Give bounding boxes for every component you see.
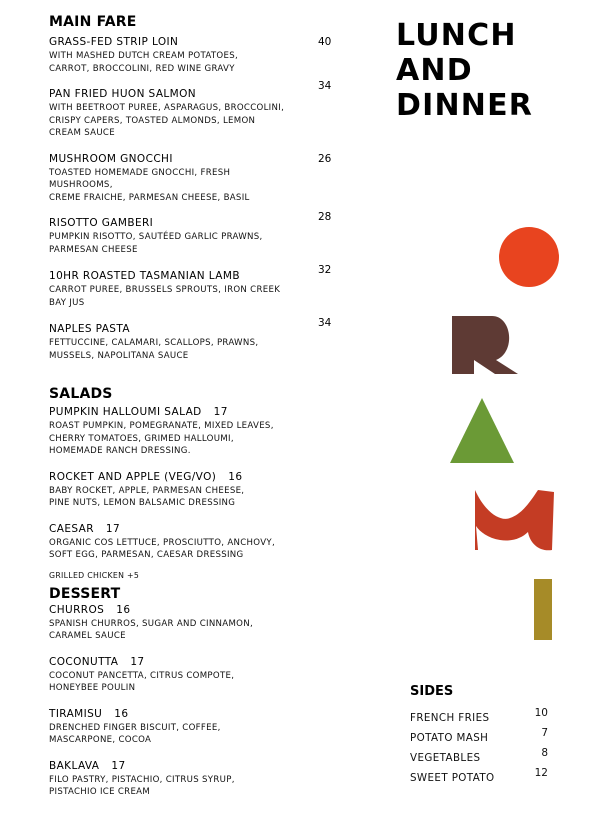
menu-item [49,708,339,747]
menu-item-description: CARROT PUREE, BRUSSELS SPROUTS, IRON CREEK BAY JUS [49,285,281,308]
menu-item-name: PAN FRIED HUON SALMON [49,88,197,100]
side-item-name: FRENCH FRIES [410,712,490,724]
side-item-price: 12 [534,767,548,779]
menu-item-name: NAPLES PASTA [49,323,130,335]
side-item [410,727,560,747]
page-title-line: AND [396,53,473,88]
main-fare-section [49,14,339,362]
menu-item [49,471,339,510]
menu-item-price: 17 [105,522,121,535]
menu-item-price: 16 [116,603,131,616]
menu-item-name: 10HR ROASTED TASMANIAN LAMB [49,270,240,282]
menu-item-name: RISOTTO GAMBERI [49,217,154,229]
dessert-section [49,586,339,799]
menu-item-price: 17 [213,406,228,418]
menu-item-price: 16 [114,707,129,720]
menu-item-name [49,708,339,721]
menu-item-name-text: CAESAR [49,522,94,535]
salads-title: SALADS [49,386,113,402]
menu-item-description: BABY ROCKET, APPLE, PARMESAN CHEESE, PINE NUTS, LEMON BALSAMIC DRESSING [49,485,245,508]
menu-item-description: WITH BEETROOT PUREE, ASPARAGUS, BROCCOLINI, CRISPY CAPERS, TOASTED ALMONDS, LEMON CREAM SAUCE [49,103,285,138]
menu-item [49,80,339,140]
menu-item-name [49,406,339,419]
menu-item-price: 26 [318,152,332,165]
menu-item-description: COCONUT PANCETTA, CITRUS COMPOTE, HONEYBEE POULIN [49,670,235,693]
menu-item-description: ROAST PUMPKIN, POMEGRANATE, MIXED LEAVES, CHERRY TOMATOES, GRIMED HALLOUMI, HOMEMADE RANCH DRESSING. [49,421,274,456]
menu-item-description: PUMPKIN RISOTTO, SAUTÉED GARLIC PRAWNS, PARMESAN CHEESE [49,232,263,255]
menu-item-description: FILO PASTRY, PISTACHIO, CITRUS SYRUP, PISTACHIO ICE CREAM [49,774,235,797]
menu-item-name [49,656,339,669]
side-item [410,747,560,767]
menu-item-description: ORGANIC COS LETTUCE, PROSCIUTTO, ANCHOVY, SOFT EGG, PARMESAN, CAESAR DRESSING [49,537,275,560]
menu-item-price: 34 [318,317,332,329]
page-title-line: DINNER [396,88,534,123]
dessert-title: DESSERT [49,585,121,602]
menu-item-name-text: ROCKET AND APPLE (VEG/VO) [49,470,217,483]
menu-item-description: SPANISH CHURROS, SUGAR AND CINNAMON, CARAMEL SAUCE [49,618,254,641]
menu-item-name-text: CHURROS [49,603,105,616]
menu-item [49,523,339,562]
menu-item [49,36,339,75]
side-item-name: VEGETABLES [410,752,481,764]
menu-item-description: TOASTED HOMEMADE GNOCCHI, FRESH MUSHROOMS, CREME FRAICHE, PARMESAN CHEESE, BASIL [49,167,250,203]
menu-item-price: 16 [228,470,243,483]
logo-circle-shape [499,227,559,287]
menu-item-name [49,523,339,536]
menu-item-price: 17 [111,759,126,772]
menu-item-description: FETTUCCINE, CALAMARI, SCALLOPS, PRAWNS, MUSSELS, NAPOLITANA SAUCE [49,338,259,361]
side-item [410,707,560,727]
menu-item-name [49,604,339,617]
page-title [396,18,533,123]
sides-title: SIDES [410,684,454,699]
menu-item-name [49,760,339,773]
side-item-price: 8 [541,747,548,759]
add-on-note: GRILLED CHICKEN +5 [49,570,140,580]
menu-item-name [49,471,339,484]
menu-item-name: MUSHROOM GNOCCHI [49,152,173,165]
logo-bar-shape [534,579,552,640]
side-item-name: POTATO MASH [410,732,489,744]
menu-item-name: GRASS-FED STRIP LOIN [49,36,179,48]
menu-item [49,406,339,458]
side-item-price: 10 [534,707,548,719]
page-title-line: LUNCH [396,18,517,53]
logo-triangle-shape [450,398,514,463]
menu-item [49,604,339,643]
menu-item [49,760,339,799]
brand-logo [430,220,570,650]
menu-item-name-text: PUMPKIN HALLOUMI SALAD [49,406,202,418]
menu-item [49,264,339,309]
menu-item-price: 32 [318,264,332,276]
menu-item [49,153,339,205]
main-fare-title: MAIN FARE [49,14,137,30]
menu-item-price: 28 [318,211,332,223]
side-item-price: 7 [541,727,548,739]
menu-item [49,211,339,256]
menu-item-description: WITH MASHED DUTCH CREAM POTATOES, CARROT, BROCCOLINI, RED WINE GRAVY [49,51,239,74]
logo-r-shape [452,316,518,374]
menu-item-name-text: COCONUTTA [49,655,119,668]
menu-item-price: 17 [130,655,145,668]
side-item [410,767,560,787]
menu-item-name-text: BAKLAVA [49,759,100,772]
side-item-name: SWEET POTATO [410,772,495,784]
menu-item [49,656,339,695]
sides-section [410,684,560,787]
menu-item [49,317,339,362]
menu-item-price: 40 [318,36,332,48]
menu-left-column [49,14,339,799]
menu-item-name-text: TIRAMISU [49,707,103,720]
logo-n-shape [475,490,554,550]
salads-section [49,386,339,580]
menu-item-description: DRENCHED FINGER BISCUIT, COFFEE, MASCARPONE, COCOA [49,722,221,745]
menu-item-price: 34 [318,80,332,92]
